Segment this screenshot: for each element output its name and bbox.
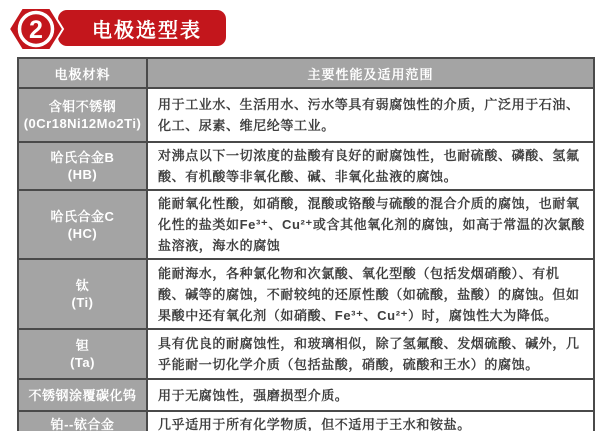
electrode-selection-table <box>17 57 595 431</box>
column-header-performance: 主要性能及适用范围 <box>147 58 594 88</box>
page-title: 电极选型表 <box>92 19 202 42</box>
material-grade: (HB) <box>67 167 98 182</box>
table-row <box>18 88 594 142</box>
material-grade: (Ta) <box>70 355 95 370</box>
material-grade: (0Cr18Ni12Mo2Ti) <box>23 116 142 131</box>
description-cell: 能耐海水，各种氯化物和次氯酸、氧化型酸（包括发烟硝酸）、有机酸、碱等的腐蚀，不耐较纯的还原性酸（如硫酸，盐酸）的腐蚀。但如果酸中还有氧化剂（如硝酸、Fe³⁺、Cu²⁺）时，腐蚀性大为降低。 <box>147 259 594 329</box>
description-cell: 能耐氧化性酸，如硝酸，混酸或铬酸与硫酸的混合介质的腐蚀，也耐氧化性的盐类如Fe³⁺、Cu²⁺或含其他氧化剂的腐蚀，如高于常温的次氯酸盐溶液，海水的腐蚀 <box>147 190 594 259</box>
material-name: 含钼不锈钢 <box>48 99 117 114</box>
number-badge-hexagon-icon <box>7 5 65 53</box>
description-cell: 对沸点以下一切浓度的盐酸有良好的耐腐蚀性，也耐硫酸、磷酸、氢氟酸、有机酸等非氧化酸、碱、非氧化盐液的腐蚀。 <box>147 142 594 190</box>
description-cell: 具有优良的耐腐蚀性，和玻璃相似，除了氢氟酸、发烟硫酸、碱外，几乎能耐一切化学介质（包括盐酸，硝酸，硫酸和王水）的腐蚀。 <box>147 329 594 379</box>
material-name: 铂--铱合金 <box>50 417 115 431</box>
material-cell <box>18 379 147 411</box>
table-row <box>18 379 594 411</box>
material-name: 哈氏合金B <box>50 150 115 165</box>
description-cell: 用于工业水、生活用水、污水等具有弱腐蚀性的介质，广泛用于石油、化工、尿素、维尼纶等工业。 <box>147 88 594 142</box>
material-cell <box>18 411 147 431</box>
material-name: 不锈钢涂覆碳化钨 <box>28 387 137 403</box>
material-grade: (HC) <box>67 225 98 241</box>
column-header-material: 电极材料 <box>18 58 147 88</box>
material-name: 钽 <box>75 338 90 353</box>
description-cell: 用于无腐蚀性，强磨损型介质。 <box>147 379 594 411</box>
description-cell: 几乎适用于所有化学物质，但不适用于王水和铵盐。 <box>147 411 594 431</box>
material-cell <box>18 142 147 190</box>
table-row <box>18 190 594 259</box>
material-cell <box>18 88 147 142</box>
table-row <box>18 329 594 379</box>
table-row <box>18 411 594 431</box>
title-ribbon <box>58 10 226 46</box>
material-cell <box>18 329 147 379</box>
material-name: 钛 <box>75 278 90 293</box>
badge-number: 2 <box>29 16 43 44</box>
material-cell <box>18 259 147 329</box>
material-name: 哈氏合金C <box>50 208 115 224</box>
table-header-row <box>18 58 594 88</box>
table-row <box>18 142 594 190</box>
material-cell <box>18 190 147 259</box>
page-header <box>0 0 600 57</box>
table-row <box>18 259 594 329</box>
material-grade: (Ti) <box>71 295 94 310</box>
